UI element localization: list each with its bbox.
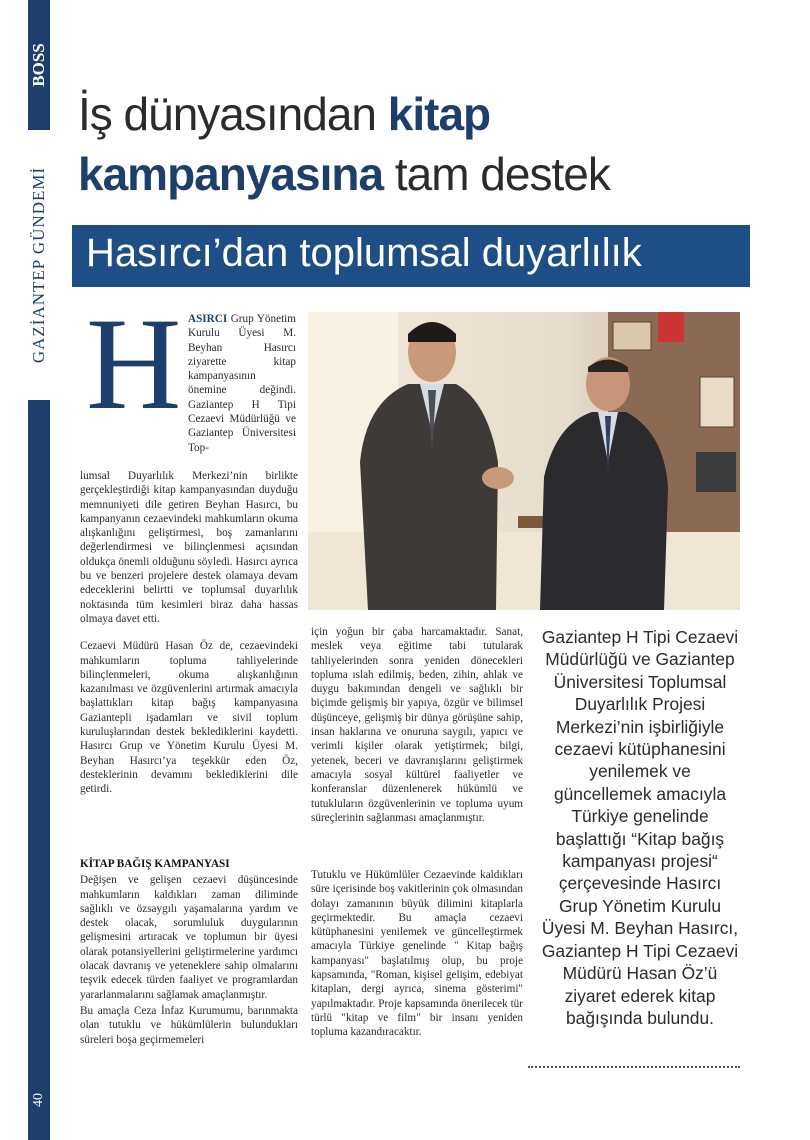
headline-part4: tam destek	[383, 148, 610, 200]
intro-narrow-column	[188, 312, 296, 455]
paragraph-3: Değişen ve gelişen cezaevi düşüncesinde mahkumların kaldıkları zaman diliminde sağlıklı ve özsaygılı yaşamalarına yardım ve destek olacak, sorumluluk duygularının gelişmesini artıracak ve toplumun bir üyesi olarak potansiyellerini geliştirmelerine yardımcı olacak davranış ve yeteneklere sahip olmalarını teşvik edecek türden faaliyet ve programlardan yararlanmalarını sağlamak amaçlanmıştır.	[80, 874, 298, 1001]
drop-cap: H	[86, 290, 182, 437]
subtitle-text: Hasırcı’dan toplumsal duyarlılık	[86, 231, 642, 275]
paragraph-1: lumsal Duyarlılık Merkezi’nin birlikte gerçekleştirdiği kitap kampanyasından duyduğu memnuniyeti dile getiren Beyhan Hasırcı, bu kampanyanın cezaevindeki mahkumların okuma alışkanlığını geliştirmesi, boş zamanlarını değerlendirmesi ve bilinçlenmesi açısından oldukça önemli olduğunu söyledi. Hasırcı ayrıca bu ve benzeri projelere destek olamaya devam edeceklerini belirtti ve toplumsal duyarlılık noktasında tüm kesimleri biraz daha hassas olmaya davet etti.	[80, 470, 298, 625]
paragraph-4: Bu amaçla Ceza İnfaz Kurumumu, barınmakta olan tutuklu ve hükümlülerin bulundukları süreleri boşa geçirmemeleri	[80, 1004, 298, 1046]
handshake-photo	[308, 312, 740, 610]
section-subhead: KİTAP BAĞIŞ KAMPANYASI	[80, 858, 230, 870]
headline-part3: kampanyasına	[78, 148, 384, 200]
page-number: 40	[31, 1093, 46, 1107]
paragraph-6: Tutuklu ve Hükümlüler Cezaevinde kaldıkları süre içerisinde boş vakitlerinin çok olmasından dolayı zamanının büyük dilimini kitaplarla geçirmektedir. Bu amaçla cezaevi kütüphanesini yenilemek ve güncelleştirmek amacıyla Türkiye genelinde " Kitap bağış kampanyası" başlatılmış olup, bu proje kapsamında, "Roman, kişisel gelişim, edebiyat kitapları, dergi ayrıca, sinema gösterimi" yapılmaktadır. Proje kapsamında önerilecek tür türlü "kitap ve film" bir insanı yeniden topluma kazandıracaktır.	[311, 869, 523, 1039]
lead-word: ASIRCI	[188, 313, 228, 325]
headline-part2: kitap	[387, 88, 491, 140]
section-label: GAZİANTEP GÜNDEMİ	[28, 130, 50, 400]
pull-quote: Gaziantep H Tipi Cezaevi Müdürlüğü ve Gaziantep Üniversitesi Toplumsal Duyarlılık Projesi Merkezi’nin işbirliğiyle cezaevi kütüphanesini yenilemek ve güncellemek amacıyla Türkiye genelinde başlattığı “Kitap bağış kampanyası projesi“ çerçevesinde Hasırcı Grup Yönetim Kurulu Üyesi M. Beyhan Hasırcı, Gaziantep H Tipi Cezaevi Müdürü Hasan Öz’ü ziyaret ederek kitap bağışında bulundu.	[541, 627, 739, 1028]
column-1-upper	[80, 469, 298, 810]
pull-quote-divider	[528, 1066, 740, 1068]
subtitle-banner	[72, 225, 750, 287]
column-1-lower	[80, 857, 298, 1060]
paragraph-2: Cezaevi Müdürü Hasan Öz de, cezaevindeki mahkumların topluma tahliyelerinde bilinçlenmeleri, okuma alışkanlığının kazanılması ve özgüvenlerini artırmak amacıyla başlattıkları kitap bağış kampanyasına Gaziantepli işadamları ve sivil toplum kuruluşlarından destek beklediklerini kaydetti. Hasırcı Grup ve Yönetim Kurulu Üyesi M. Beyhan Hasırcı’ya teşekkür eden Öz, desteklerinin devamını beklediklerini dile getirdi.	[80, 640, 298, 796]
column-2-lower	[311, 868, 523, 1053]
brand-logo: BOSS	[29, 43, 48, 87]
photo-illustration	[308, 312, 740, 610]
headline	[78, 84, 778, 204]
paragraph-5: için yoğun bir çaba harcamaktadır. Sanat, meslek veya eğitime tabi tutularak tahliyelerinden sonra yeniden dönecekleri topluma ıslah edilmiş, beden, zihin, ahlak ve duygu bakımından dengeli ve sağlıklı bir biçimde gelişmiş bir yapıya, özgür ve bilimsel düşünceye, gelişmiş bir dünya görüşüne sahip, insan haklarına ve onuruna saygılı, yapıcı ve verimli kişiler olarak yetiştirmek; bilgi, yetenek, beceri ve davranışlarını geliştirmek amacıyla sosyal kültürel faaliyetler ve konferanslar düzenlenerek hükümlü ve tutukluların özgüvenlerinin ve topluma uyum süreçlerinin sağlanması amaçlanmıştır.	[311, 626, 523, 824]
intro-text: Grup Yönetim Kurulu Üyesi M. Beyhan Hasırcı ziyarette kitap kampanyasının önemine değindi. Gaziantep H Tipi Cezaevi Müdürlüğü ve Gaziantep Üniversitesi Top-	[188, 313, 296, 454]
headline-part1: İş dünyasından	[78, 88, 388, 140]
column-2-upper	[311, 625, 523, 838]
